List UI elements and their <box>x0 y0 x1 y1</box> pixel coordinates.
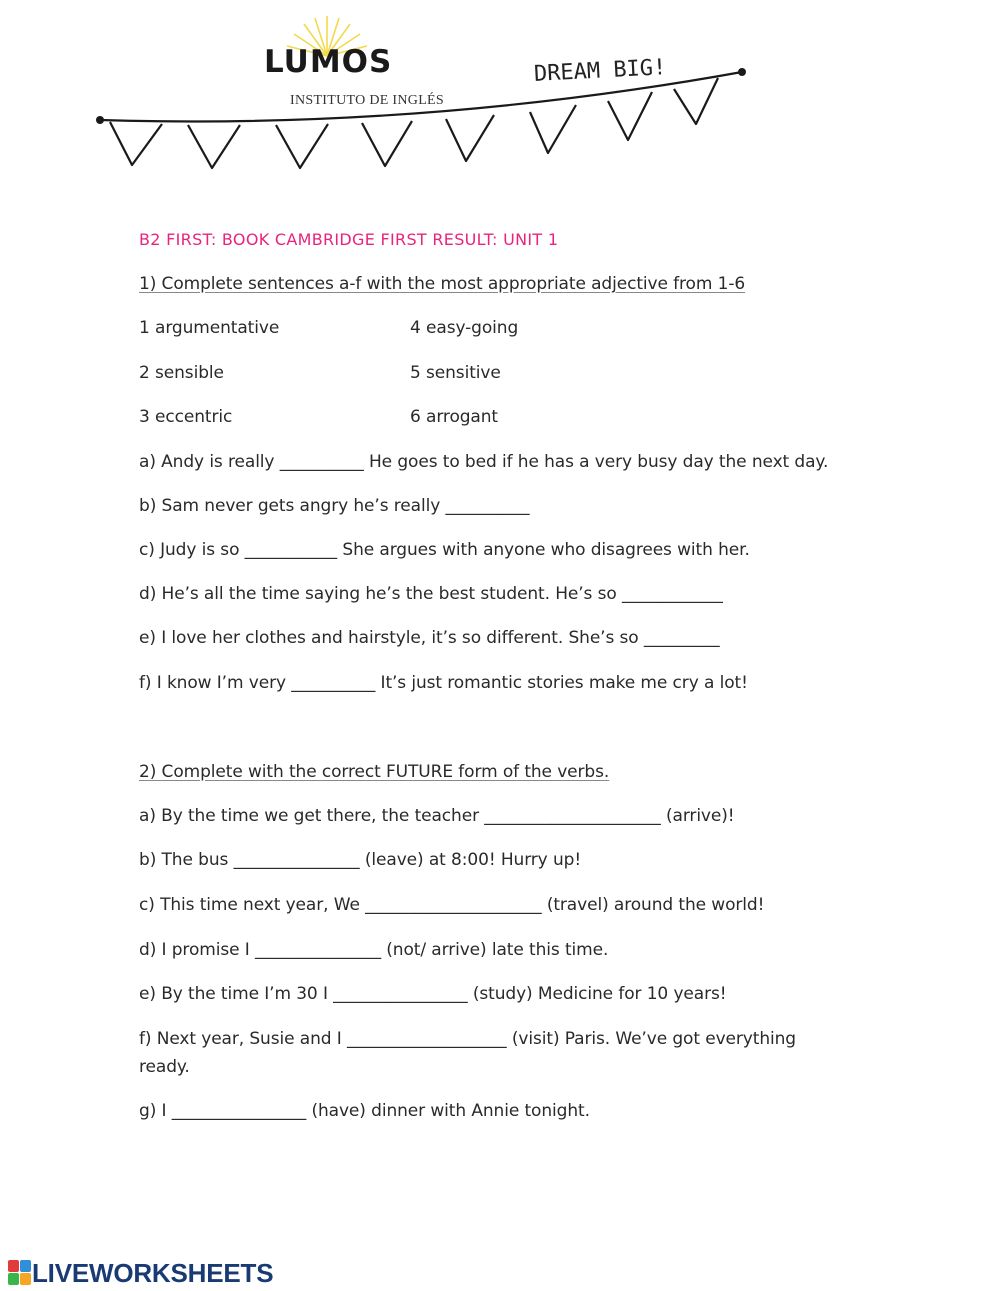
slogan: DREAM BIG! <box>533 55 667 87</box>
adjective-item: 6 arrogant <box>410 407 498 427</box>
exercise2-sentence-c[interactable]: c) This time next year, We _____________________ (travel) around the world! <box>139 895 765 915</box>
logo-name: LUMOS <box>264 44 393 80</box>
header <box>0 0 1000 200</box>
adjective-item: 3 eccentric <box>139 407 233 427</box>
exercise1-sentence-e[interactable]: e) I love her clothes and hairstyle, it’s so different. She’s so _________ <box>139 628 720 648</box>
adjective-item: 4 easy-going <box>410 318 519 338</box>
adjective-item: 1 argumentative <box>139 318 280 338</box>
page-title: B2 FIRST: BOOK CAMBRIDGE FIRST RESULT: UNIT 1 <box>139 230 559 249</box>
liveworksheets-logo-icon <box>8 1260 32 1286</box>
exercise2-sentence-g[interactable]: g) I ________________ (have) dinner with Annie tonight. <box>139 1101 590 1121</box>
exercise1-sentence-d[interactable]: d) He’s all the time saying he’s the best student. He’s so ____________ <box>139 584 723 604</box>
bunting-banner-icon <box>90 60 760 180</box>
exercise1-instruction: 1) Complete sentences a-f with the most appropriate adjective from 1-6 <box>139 274 746 294</box>
exercise1-sentence-f[interactable]: f) I know I’m very __________ It’s just romantic stories make me cry a lot! <box>139 673 748 693</box>
footer-brand-text: LIVEWORKSHEETS <box>32 1258 274 1288</box>
exercise2-sentence-e[interactable]: e) By the time I’m 30 I ________________ (study) Medicine for 10 years! <box>139 984 727 1004</box>
exercise2-sentence-f[interactable]: f) Next year, Susie and I ___________________ (visit) Paris. We’ve got everything <box>139 1029 796 1049</box>
exercise2-sentence-d[interactable]: d) I promise I _______________ (not/ arrive) late this time. <box>139 940 609 960</box>
exercise2-sentence-f-continued: ready. <box>139 1057 190 1077</box>
adjective-item: 5 sensitive <box>410 363 501 383</box>
exercise1-sentence-a[interactable]: a) Andy is really __________ He goes to bed if he has a very busy day the next day. <box>139 452 829 472</box>
exercise2-instruction: 2) Complete with the correct FUTURE form of the verbs. <box>139 762 610 782</box>
exercise2-sentence-b[interactable]: b) The bus _______________ (leave) at 8:00! Hurry up! <box>139 850 582 870</box>
adjective-item: 2 sensible <box>139 363 224 383</box>
exercise2-sentence-a[interactable]: a) By the time we get there, the teacher _____________________ (arrive)! <box>139 806 735 826</box>
logo-subtitle: INSTITUTO DE INGLÉS <box>290 93 444 108</box>
exercise1-sentence-b[interactable]: b) Sam never gets angry he’s really __________ <box>139 496 530 516</box>
exercise1-sentence-c[interactable]: c) Judy is so ___________ She argues with anyone who disagrees with her. <box>139 540 750 560</box>
